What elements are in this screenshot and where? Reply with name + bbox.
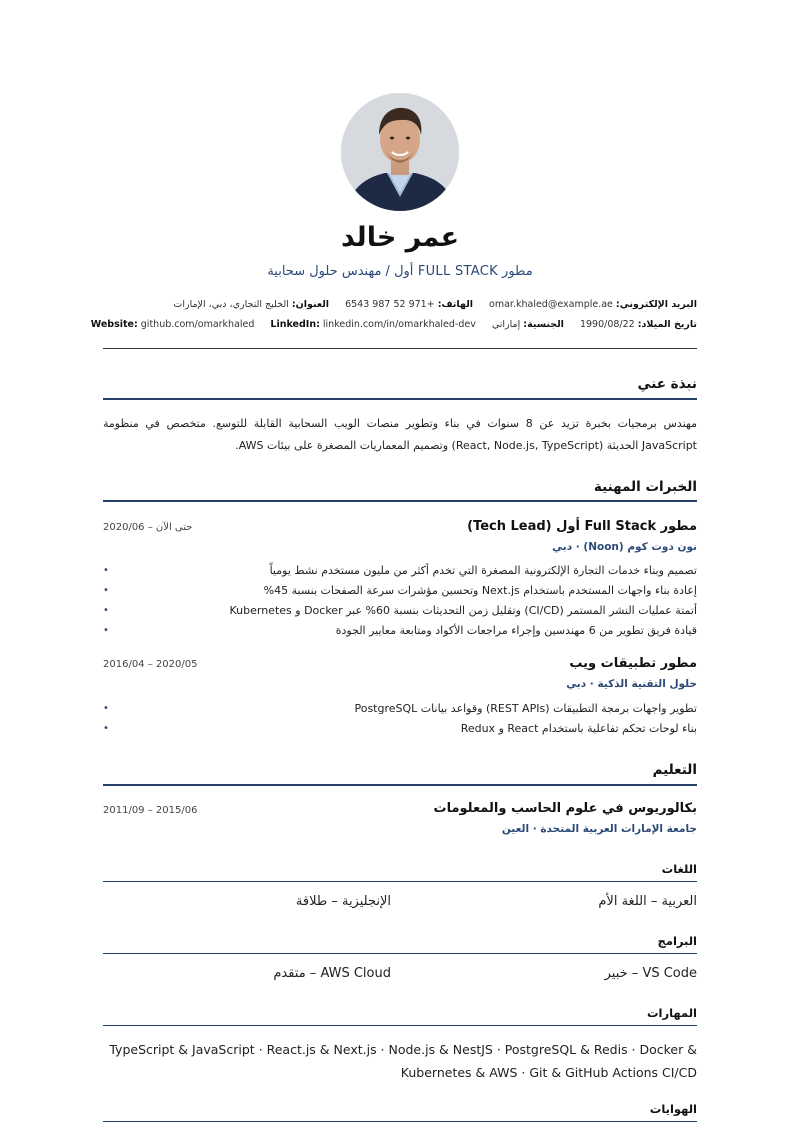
job-date-1: 2020/06 – حتى الآن (103, 522, 193, 533)
header-divider (103, 348, 697, 349)
list-item (103, 699, 697, 719)
bullet-dot-icon: • (103, 565, 109, 576)
linkedin-value: linkedin.com/in/omarkhaled-dev (322, 319, 476, 330)
job-title-2: مطور تطبيقات ويب (569, 656, 697, 671)
section-title-hobbies: الهوايات (649, 1102, 697, 1116)
address-label: العنوان: (291, 299, 330, 310)
person-name: عمر خالد (340, 222, 460, 253)
about-text: مهندس برمجيات بخبرة تزيد عن 8 سنوات في بناء وتطوير منصات الويب السحابية القابلة للتوسع. متخصص في منظومة JavaScript الحديثة (React, Node.js, TypeScript) وتصميم المعماريات المصغرة على بيئات AWS. (103, 417, 697, 452)
section-title-experience: الخبرات المهنية (593, 479, 697, 495)
job-company-1: نون دوت كوم (Noon) · دبي (552, 541, 697, 553)
bullet-text: قيادة فريق تطوير من 6 مهندسين وإجراء مراجعات الأكواد ومتابعة معايير الجودة (335, 624, 697, 637)
list-item (103, 601, 697, 621)
contact-phone (345, 299, 473, 310)
section-rule-about (103, 398, 697, 400)
education-school: جامعة الإمارات العربية المتحدة · العين (501, 823, 697, 835)
phone-value: +971 52 987 6543 (345, 299, 435, 310)
contact-dob (580, 319, 697, 330)
bullet-text: إعادة بناء واجهات المستخدم باستخدام Next.js وتحسين مؤشرات سرعة الصفحات بنسبة 45% (263, 584, 697, 597)
section-rule-experience (103, 500, 697, 502)
address-value: الخليج التجاري، دبي، الإمارات (173, 299, 289, 310)
section-title-software: البرامج (657, 934, 697, 948)
profile-photo (341, 93, 459, 211)
profile-photo-illustration (341, 93, 459, 211)
bullet-text: تطوير واجهات برمجة التطبيقات (REST APIs) وقواعد بيانات PostgreSQL (354, 702, 697, 715)
email-value: omar.khaled@example.ae (489, 299, 613, 310)
bullet-text: أتمتة عمليات النشر المستمر (CI/CD) وتقليل زمن التحديثات بنسبة 60% عبر Docker و Kubernetes (229, 604, 697, 617)
skills-text: TypeScript & JavaScript · React.js & Next.js · Node.js & NestJS · PostgreSQL & Redis · Docker & Kubernetes & AWS · Git & GitHub Actions CI/CD (109, 1042, 697, 1080)
section-rule-education (103, 784, 697, 786)
list-item (103, 621, 697, 641)
list-item (103, 719, 697, 739)
bullet-dot-icon: • (103, 723, 109, 734)
section-title-about: نبذة عني (637, 376, 697, 392)
contact-row-2 (90, 319, 697, 330)
linkedin-label: LinkedIn: (270, 319, 320, 330)
software-item: VS Code – خبير (604, 966, 697, 981)
website-label: Website: (90, 319, 138, 330)
resume-page (90, 0, 697, 1131)
contact-linkedin (270, 319, 475, 330)
contact-email (489, 299, 697, 310)
contact-address (173, 299, 329, 310)
website-value: github.com/omarkhaled (140, 319, 255, 330)
section-rule-software (103, 953, 697, 954)
education-degree: بكالوريوس في علوم الحاسب والمعلومات (433, 801, 697, 816)
software-item: AWS Cloud – متقدم (273, 966, 391, 981)
job-bullets-2 (103, 699, 697, 739)
section-title-skills: المهارات (647, 1006, 697, 1020)
section-rule-skills (103, 1025, 697, 1026)
contact-row-1 (103, 299, 697, 310)
section-rule-hobbies (103, 1121, 697, 1122)
bullet-text: تصميم وبناء خدمات التجارة الإلكترونية المصغرة التي تخدم أكثر من مليون مستخدم نشط يومياً (269, 564, 697, 577)
job-title-1: مطور Full Stack أول (Tech Lead) (467, 519, 697, 534)
language-item: العربية – اللغة الأم (598, 894, 697, 909)
dob-label: تاريخ الميلاد: (637, 319, 697, 330)
list-item (103, 581, 697, 601)
professional-headline: مطور FULL STACK أول / مهندس حلول سحابية (267, 264, 533, 279)
contact-nationality (492, 319, 564, 330)
bullet-dot-icon: • (103, 605, 109, 616)
email-label: البريد الإلكتروني: (615, 299, 697, 310)
bullet-dot-icon: • (103, 703, 109, 714)
language-item: الإنجليزية – طلاقة (295, 894, 391, 909)
bullet-dot-icon: • (103, 625, 109, 636)
phone-label: الهاتف: (437, 299, 474, 310)
section-title-languages: اللغات (661, 862, 697, 876)
section-rule-languages (103, 881, 697, 882)
job-date-2: 2016/04 – 2020/05 (103, 659, 198, 670)
contact-website (91, 319, 255, 330)
nationality-value: إماراتي (491, 319, 521, 330)
section-title-education: التعليم (652, 762, 697, 778)
job-company-2: حلول التقنية الذكية · دبي (566, 678, 697, 690)
bullet-text: بناء لوحات تحكم تفاعلية باستخدام React و Redux (460, 722, 697, 735)
list-item (103, 561, 697, 581)
education-date: 2011/09 – 2015/06 (103, 805, 198, 816)
nationality-label: الجنسية: (523, 319, 564, 330)
bullet-dot-icon: • (103, 585, 109, 596)
dob-value: 1990/08/22 (579, 319, 635, 330)
job-bullets-1 (103, 561, 697, 641)
